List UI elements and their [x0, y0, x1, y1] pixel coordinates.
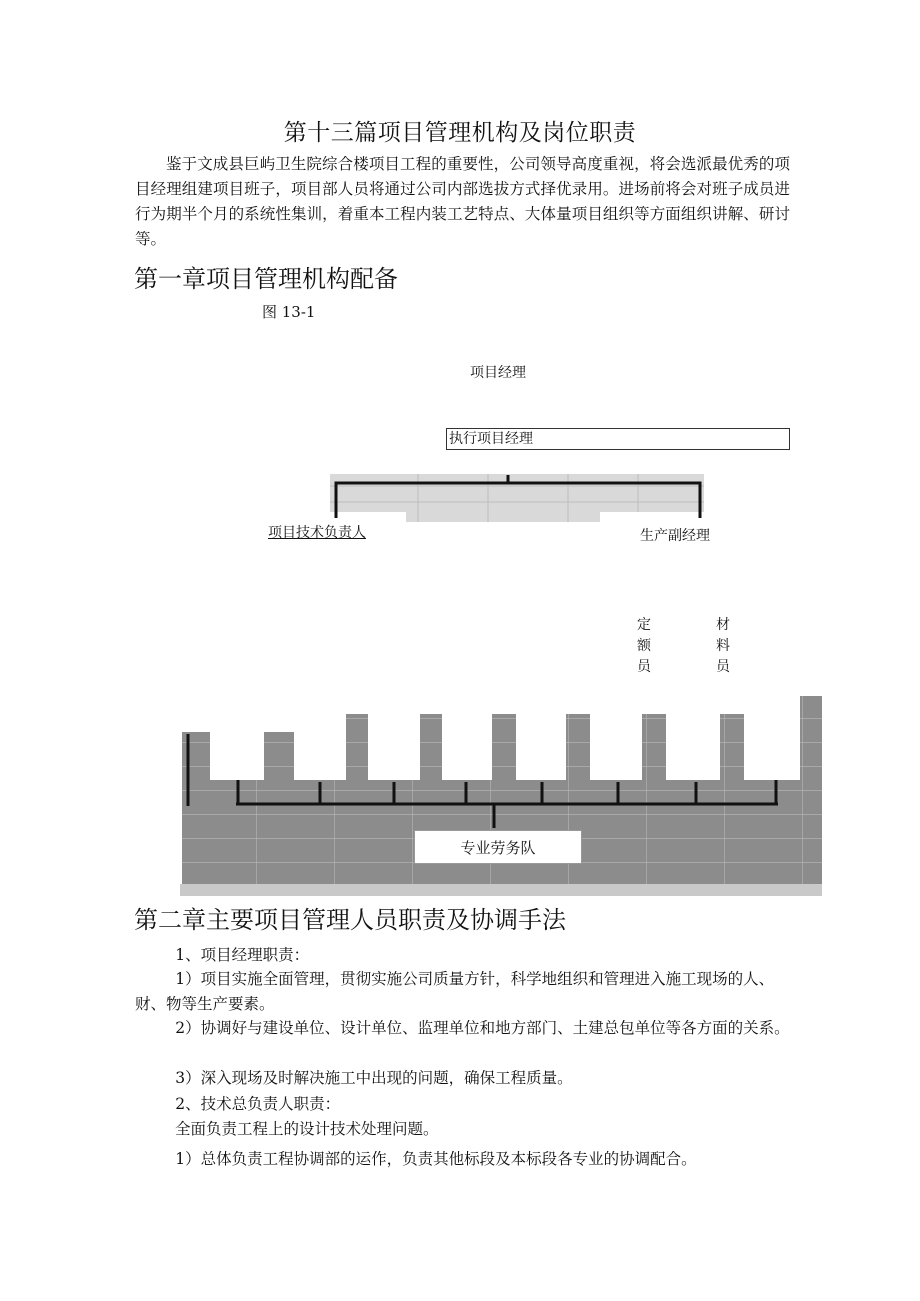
org-labor-team-box: 专业劳务队	[414, 830, 582, 864]
org-project-manager: 项目经理	[470, 365, 526, 381]
org-lower-connector	[178, 694, 822, 898]
list-item: 1）项目实施全面管理，贯彻实施公司质量方针，科学地组织和管理进入施工现场的人、财、物等生产要素。	[135, 970, 775, 1013]
org-quota-clerk: 定额员	[637, 617, 651, 675]
figure-caption: 图 13-1	[262, 303, 316, 321]
list-item: 1、项目经理职责：	[175, 946, 310, 964]
list-item: 1）总体负责工程协调部的运作，负责其他标段及本标段各专业的协调配合。	[175, 1150, 697, 1168]
chapter-1-heading: 第一章项目管理机构配备	[134, 265, 398, 293]
org-production-deputy: 生产副经理	[640, 528, 710, 544]
list-item: 3）深入现场及时解决施工中出现的问题，确保工程质量。	[175, 1069, 573, 1087]
chapter-2-heading: 第二章主要项目管理人员职责及协调手法	[134, 906, 566, 934]
list-item: 2）协调好与建设单位、设计单位、监理单位和地方部门、土建总包单位等各方面的关系。	[175, 1019, 790, 1037]
list-item: 全面负责工程上的设计技术处理问题。	[175, 1120, 439, 1138]
intro-paragraph: 鉴于文成县巨屿卫生院综合楼项目工程的重要性，公司领导高度重视，将会选派最优秀的项目经理组建项目班子，项目部人员将通过公司内部选拔方式择优录用。进场前将会对班子成员进行为期半个月的系统性集训，着重本工程内装工艺特点、大体量项目组织等方面组织讲解、研讨等。	[135, 155, 790, 248]
org-upper-connector	[328, 472, 708, 524]
org-material-clerk: 材料员	[716, 617, 730, 675]
document-title: 第十三篇项目管理机构及岗位职责	[283, 120, 637, 146]
list-item: 2、技术总负责人职责：	[175, 1095, 341, 1113]
org-exec-manager-box: 执行项目经理	[446, 428, 790, 450]
org-tech-lead: 项目技术负责人	[268, 525, 366, 541]
